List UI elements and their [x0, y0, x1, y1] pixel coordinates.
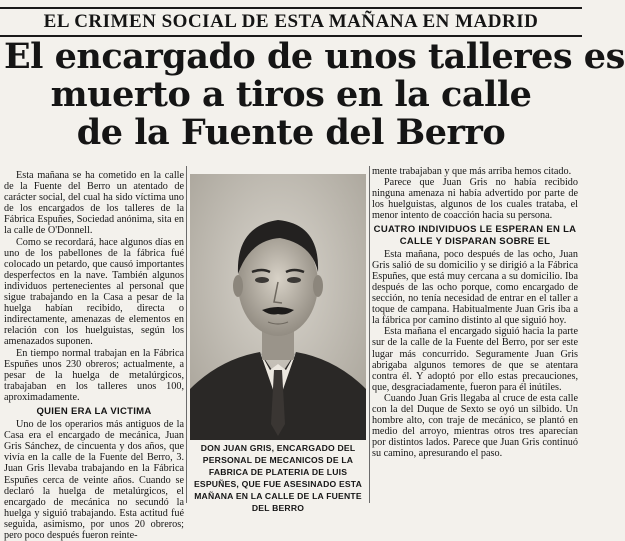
paragraph: mente trabajaban y que más arriba hemos citado.	[372, 166, 572, 177]
paragraph: Como se recordará, hace algunos días en uno de los pabellones de la fábrica fué colocado un petardo, que causó importantes desperfectos en la nave. También algunos individuos pertenecientes al personal que sigue trabajando en la Casa a pesar de la huelga habían recibido, directa o indirectamente, amenazas de elementos en relación con los huelguistas, según los amenazados suponen.	[4, 236, 184, 348]
article-column-right	[372, 166, 578, 499]
article-column-left	[4, 170, 184, 541]
paragraph: En tiempo normal trabajan en la Fábrica Espuñes unos 230 obreros; actualmente, a pesar de la huelga de metalúrgicos, trabajaban en los talleres unos 100, aproximadamente.	[4, 347, 184, 403]
column-rule	[369, 166, 370, 503]
paragraph: Esta mañana el encargado siguió hacia la parte sur de la calle de la Fuente del Berro, por ser este lugar más concurrido. Seguramente Juan Gris abrigaba algunos temores de que se atentara contra él. Y adoptó por ello estas precauciones, que, desgraciadamente, fueron para él inútiles.	[372, 326, 578, 393]
portrait-photo	[190, 174, 366, 440]
headline-line-3: de la Fuente del Berro	[76, 112, 506, 153]
headline	[4, 36, 625, 153]
subheading: CUATRO INDIVIDUOS LE ESPERAN EN LA CALLE Y DISPARAN SOBRE EL	[373, 224, 577, 247]
paragraph: Cuando Juan Gris llegaba al cruce de esta calle con la del Duque de Sexto se oyó un silbido. Un hombre alto, con traje de mecánico, se plantó en medio del arroyo, mientras otros tres aparecían por distintos lados. Parece que Juan Gris continuó su camino, apresurando el paso.	[372, 392, 578, 460]
paragraph: Esta mañana se ha cometido en la calle de la Fuente del Berro un atentado de carácter social, del cual ha sido víctima uno de los encargados de los talleres de la Fábrica Espuñes, Sociedad anónima, sita en la calle de O'Donnell.	[4, 170, 184, 237]
photo-caption: DON JUAN GRIS, ENCARGADO DEL PERSONAL DE MECANICOS DE LA FABRICA DE PLATERIA DE LUIS ESPUÑES, QUE FUE ASESINADO ESTA MAÑANA EN LA CALLE DE LA FUENTE DEL BERRO	[193, 443, 363, 513]
headline-line-2: muerto a tiros en la calle	[50, 74, 532, 115]
paragraph: Parece que Juan Gris no había recibido ninguna amenaza ni había advertido por parte de los huelguistas, algunos de los cuales trataba, el menor intento de coacción hacia su persona.	[372, 177, 578, 222]
kicker-banner: EL CRIMEN SOCIAL DE ESTA MAÑANA EN MADRID	[0, 7, 582, 37]
paragraph: Esta mañana, poco después de las ocho, Juan Gris salió de su domicilio y se dirigió a la Fábrica Espuñes, que está muy cercana a su domicilio. Iba después de las ocho porque, como encargado de sección, no tenía necesidad de entrar en el taller a toque de campana. Habitualmente Juan Gris iba a la fábrica por camino distinto al que siguió hoy.	[372, 248, 578, 327]
subheading: QUIEN ERA LA VICTIMA	[36, 405, 152, 417]
column-rule	[186, 166, 187, 503]
paragraph: Uno de los operarios más antiguos de la Casa era el encargado de mecánica, Juan Gris Sánchez, de cincuenta y dos años, que vivía en la calle de la Fuente del Berro, 3. Juan Gris llevaba trabajando en la Fábrica Espuñes cerca de veinte años. Cuando se declaró la huelga de metalúrgicos, el encargado de mecánica no secundó la huelga y siguió trabajando. Esta actitud fué seguida, asimismo, por unos 20 obreros; pero poco después fueron reinte-	[4, 419, 184, 541]
portrait-illustration	[190, 174, 366, 440]
headline-line-1: El encargado de unos talleres es	[4, 36, 625, 77]
